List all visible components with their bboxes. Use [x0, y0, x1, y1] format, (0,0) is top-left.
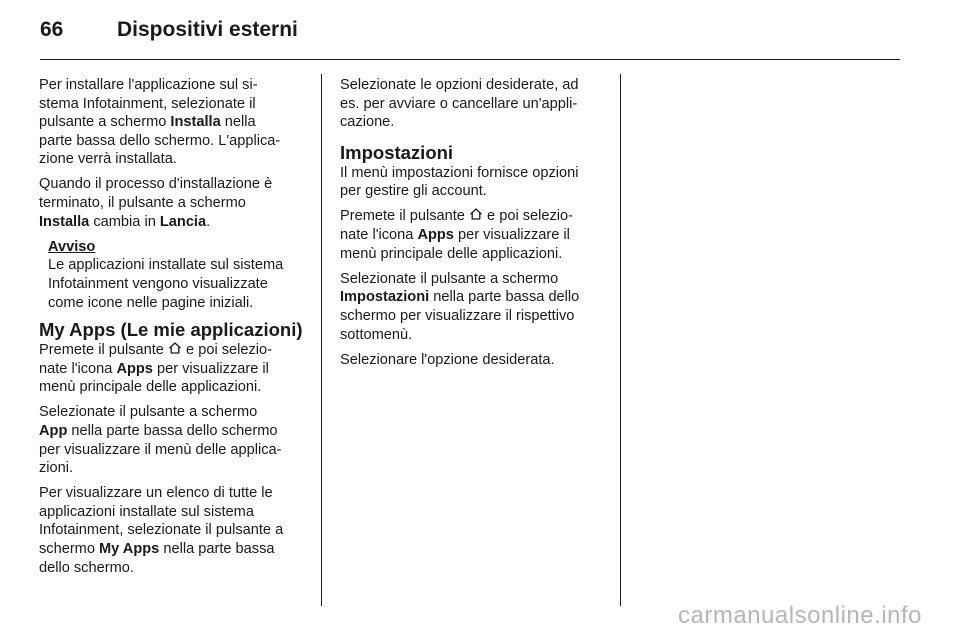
header-rule — [40, 59, 900, 60]
settings-paragraph-1: Il menù impostazioni fornisce opzioni per gestire gli account. — [340, 164, 579, 200]
notice-text: Le applicazioni installate sul sistema Infotainment vengono visualizzate come icone nelle pagine iniziali. — [48, 257, 284, 311]
home-icon — [168, 341, 182, 355]
notice-box — [39, 238, 311, 312]
options-paragraph: Selezionate le opzioni desiderate, ad es. per avviare o cancellare un'appli- cazione. — [340, 77, 579, 131]
settings-paragraph-3: Selezionate il pulsante a schermo Impostazioni nella parte bassa dello schermo per visualizzare il rispettivo sottomenù. — [340, 270, 580, 343]
notice-title: Avviso — [48, 238, 96, 255]
page-header — [40, 14, 900, 58]
settings-paragraph-2: Premete il pulsante e poi selezio- nate l'icona Apps per visualizzare il menù principale delle applicazioni. — [340, 208, 574, 262]
section-heading-settings: Impostazioni — [340, 141, 454, 163]
column-middle — [340, 76, 610, 376]
my-apps-paragraph-2: Selezionate il pulsante a schermo App nella parte bassa dello schermo per visualizzare il menù delle applica- zioni. — [39, 404, 282, 477]
install-paragraph: Per installare l'applicazione sul si- stema Infotainment, selezionate il pulsante a schermo Installa nella parte bassa dello schermo. L'applica- zione verrà installata. — [39, 77, 281, 168]
section-heading-my-apps: My Apps (Le mie applicazioni) — [39, 319, 303, 341]
page-number: 66 — [40, 18, 64, 41]
home-icon — [469, 207, 483, 221]
page-title: Dispositivi esterni — [117, 18, 298, 41]
watermark: carmanualsonline.info — [678, 602, 922, 629]
install-complete-paragraph: Quando il processo d'installazione è terminato, il pulsante a schermo Installa cambia in Lancia. — [39, 176, 273, 230]
column-divider-1 — [321, 74, 322, 606]
column-divider-2 — [620, 74, 621, 606]
column-left — [39, 76, 311, 584]
my-apps-paragraph-3: Per visualizzare un elenco di tutte le applicazioni installate sul sistema Infotainment, selezionate il pulsante a schermo My Apps nella parte bassa dello schermo. — [39, 485, 284, 576]
my-apps-paragraph-1: Premete il pulsante e poi selezio- nate l'icona Apps per visualizzare il menù principale delle applicazioni. — [39, 342, 273, 396]
settings-paragraph-4: Selezionare l'opzione desiderata. — [340, 351, 555, 368]
